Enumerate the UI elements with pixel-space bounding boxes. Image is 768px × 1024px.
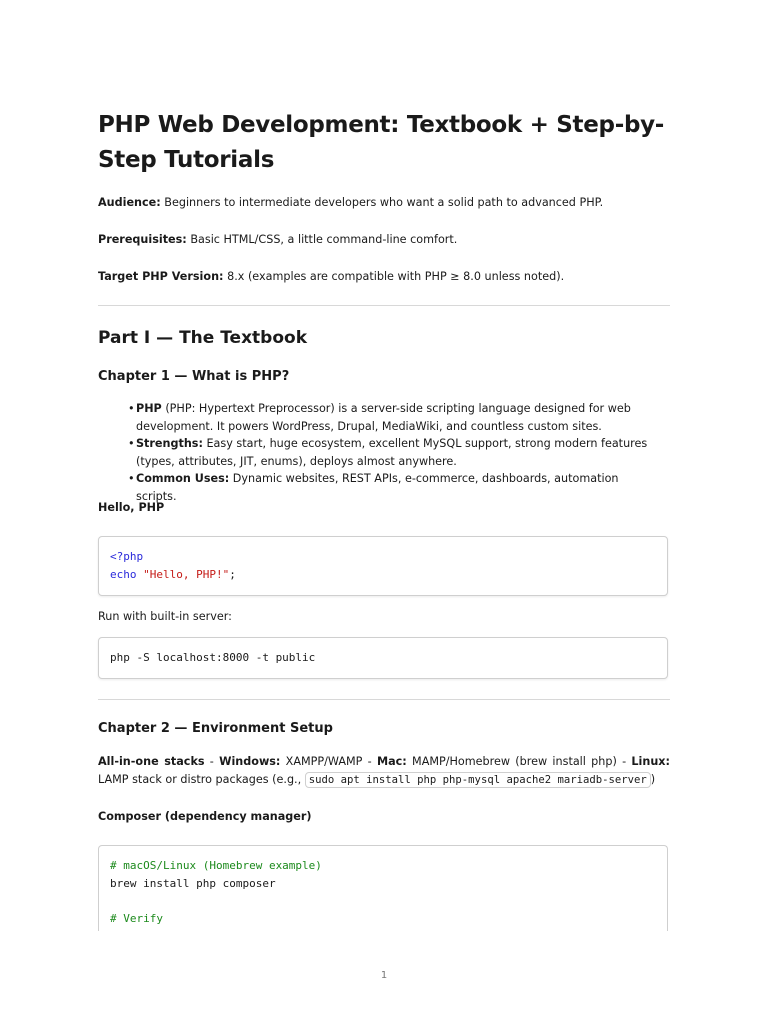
- section-divider: [98, 699, 670, 700]
- code-line: brew install php composer: [110, 876, 276, 890]
- code-comment: # macOS/Linux (Homebrew example): [110, 859, 322, 872]
- chapter-1-heading: Chapter 1 — What is PHP?: [98, 369, 290, 384]
- linux-label: Linux:: [631, 755, 670, 768]
- composer-label: Composer (dependency manager): [98, 810, 312, 823]
- mac-label: Mac:: [376, 755, 407, 768]
- audience-label: Audience:: [98, 196, 161, 209]
- page-number: 1: [380, 970, 388, 981]
- target-version-line: [98, 269, 564, 285]
- bullet-label: PHP: [136, 402, 162, 415]
- run-server-label: Run with built-in server:: [98, 610, 232, 623]
- list-item: • Strengths: Easy start, huge ecosystem, excellent MySQL support, strong modern features (types, attributes, JIT, enums), deploys almost anywhere.: [128, 437, 648, 468]
- list-item: • Common Uses: Dynamic websites, REST APIs, e-commerce, dashboards, automation scripts.: [128, 472, 619, 503]
- code-blank-line: [110, 892, 656, 910]
- code-line: <?php: [110, 550, 144, 563]
- target-version-label: Target PHP Version:: [98, 270, 224, 283]
- composer-code-block: [98, 845, 668, 931]
- audience-text: Beginners to intermediate developers who want a solid path to advanced PHP.: [164, 196, 604, 209]
- list-item: • PHP (PHP: Hypertext Preprocessor) is a server-side scripting language designed for web development. It powers WordPress, Drupal, MediaWiki, and countless custom sites.: [128, 402, 631, 433]
- stacks-paragraph: All-in-one stacks - Windows: XAMPP/WAMP - Mac: MAMP/Homebrew (brew install php) - Linux: LAMP stack or distro packages (e.g., sudo apt install php php-mysql apache2 mariadb-server ): [98, 755, 670, 786]
- chapter-2-heading: Chapter 2 — Environment Setup: [98, 721, 333, 736]
- run-server-code-block: [98, 637, 668, 679]
- audience-line: [98, 195, 603, 211]
- document-title: PHP Web Development: Textbook + Step-by-Step Tutorials: [98, 112, 665, 173]
- windows-label: Windows:: [219, 755, 281, 768]
- chapter-1-bullet-list: [128, 400, 658, 505]
- part-heading: Part I — The Textbook: [98, 328, 308, 348]
- bullet-text: Easy start, huge ecosystem, excellent MySQL support, strong modern features (types, attributes, JIT, enums), deploys almost anywhere.: [136, 437, 648, 468]
- stacks-label: All-in-one stacks: [98, 755, 205, 768]
- hello-php-label: Hello, PHP: [98, 501, 165, 514]
- code-line: php -S localhost:8000 -t public: [110, 651, 316, 664]
- hello-php-code-block: [98, 536, 668, 596]
- prerequisites-line: [98, 232, 457, 248]
- bullet-label: Strengths:: [136, 437, 203, 450]
- code-line: echo "Hello, PHP!";: [110, 567, 236, 581]
- prerequisites-label: Prerequisites:: [98, 233, 187, 246]
- bullet-text: (PHP: Hypertext Preprocessor) is a server-side scripting language designed for web development. It powers WordPress, Drupal, MediaWiki, and countless custom sites.: [136, 402, 631, 433]
- inline-code: sudo apt install php php-mysql apache2 mariadb-server: [305, 772, 651, 788]
- bullet-text: Dynamic websites, REST APIs, e-commerce, dashboards, automation scripts.: [136, 472, 619, 503]
- section-divider: [98, 305, 670, 306]
- target-version-text: 8.x (examples are compatible with PHP ≥ 8.0 unless noted).: [227, 270, 565, 283]
- prerequisites-text: Basic HTML/CSS, a little command-line comfort.: [190, 233, 458, 246]
- code-comment: # Verify: [110, 911, 163, 925]
- bullet-label: Common Uses:: [136, 472, 230, 485]
